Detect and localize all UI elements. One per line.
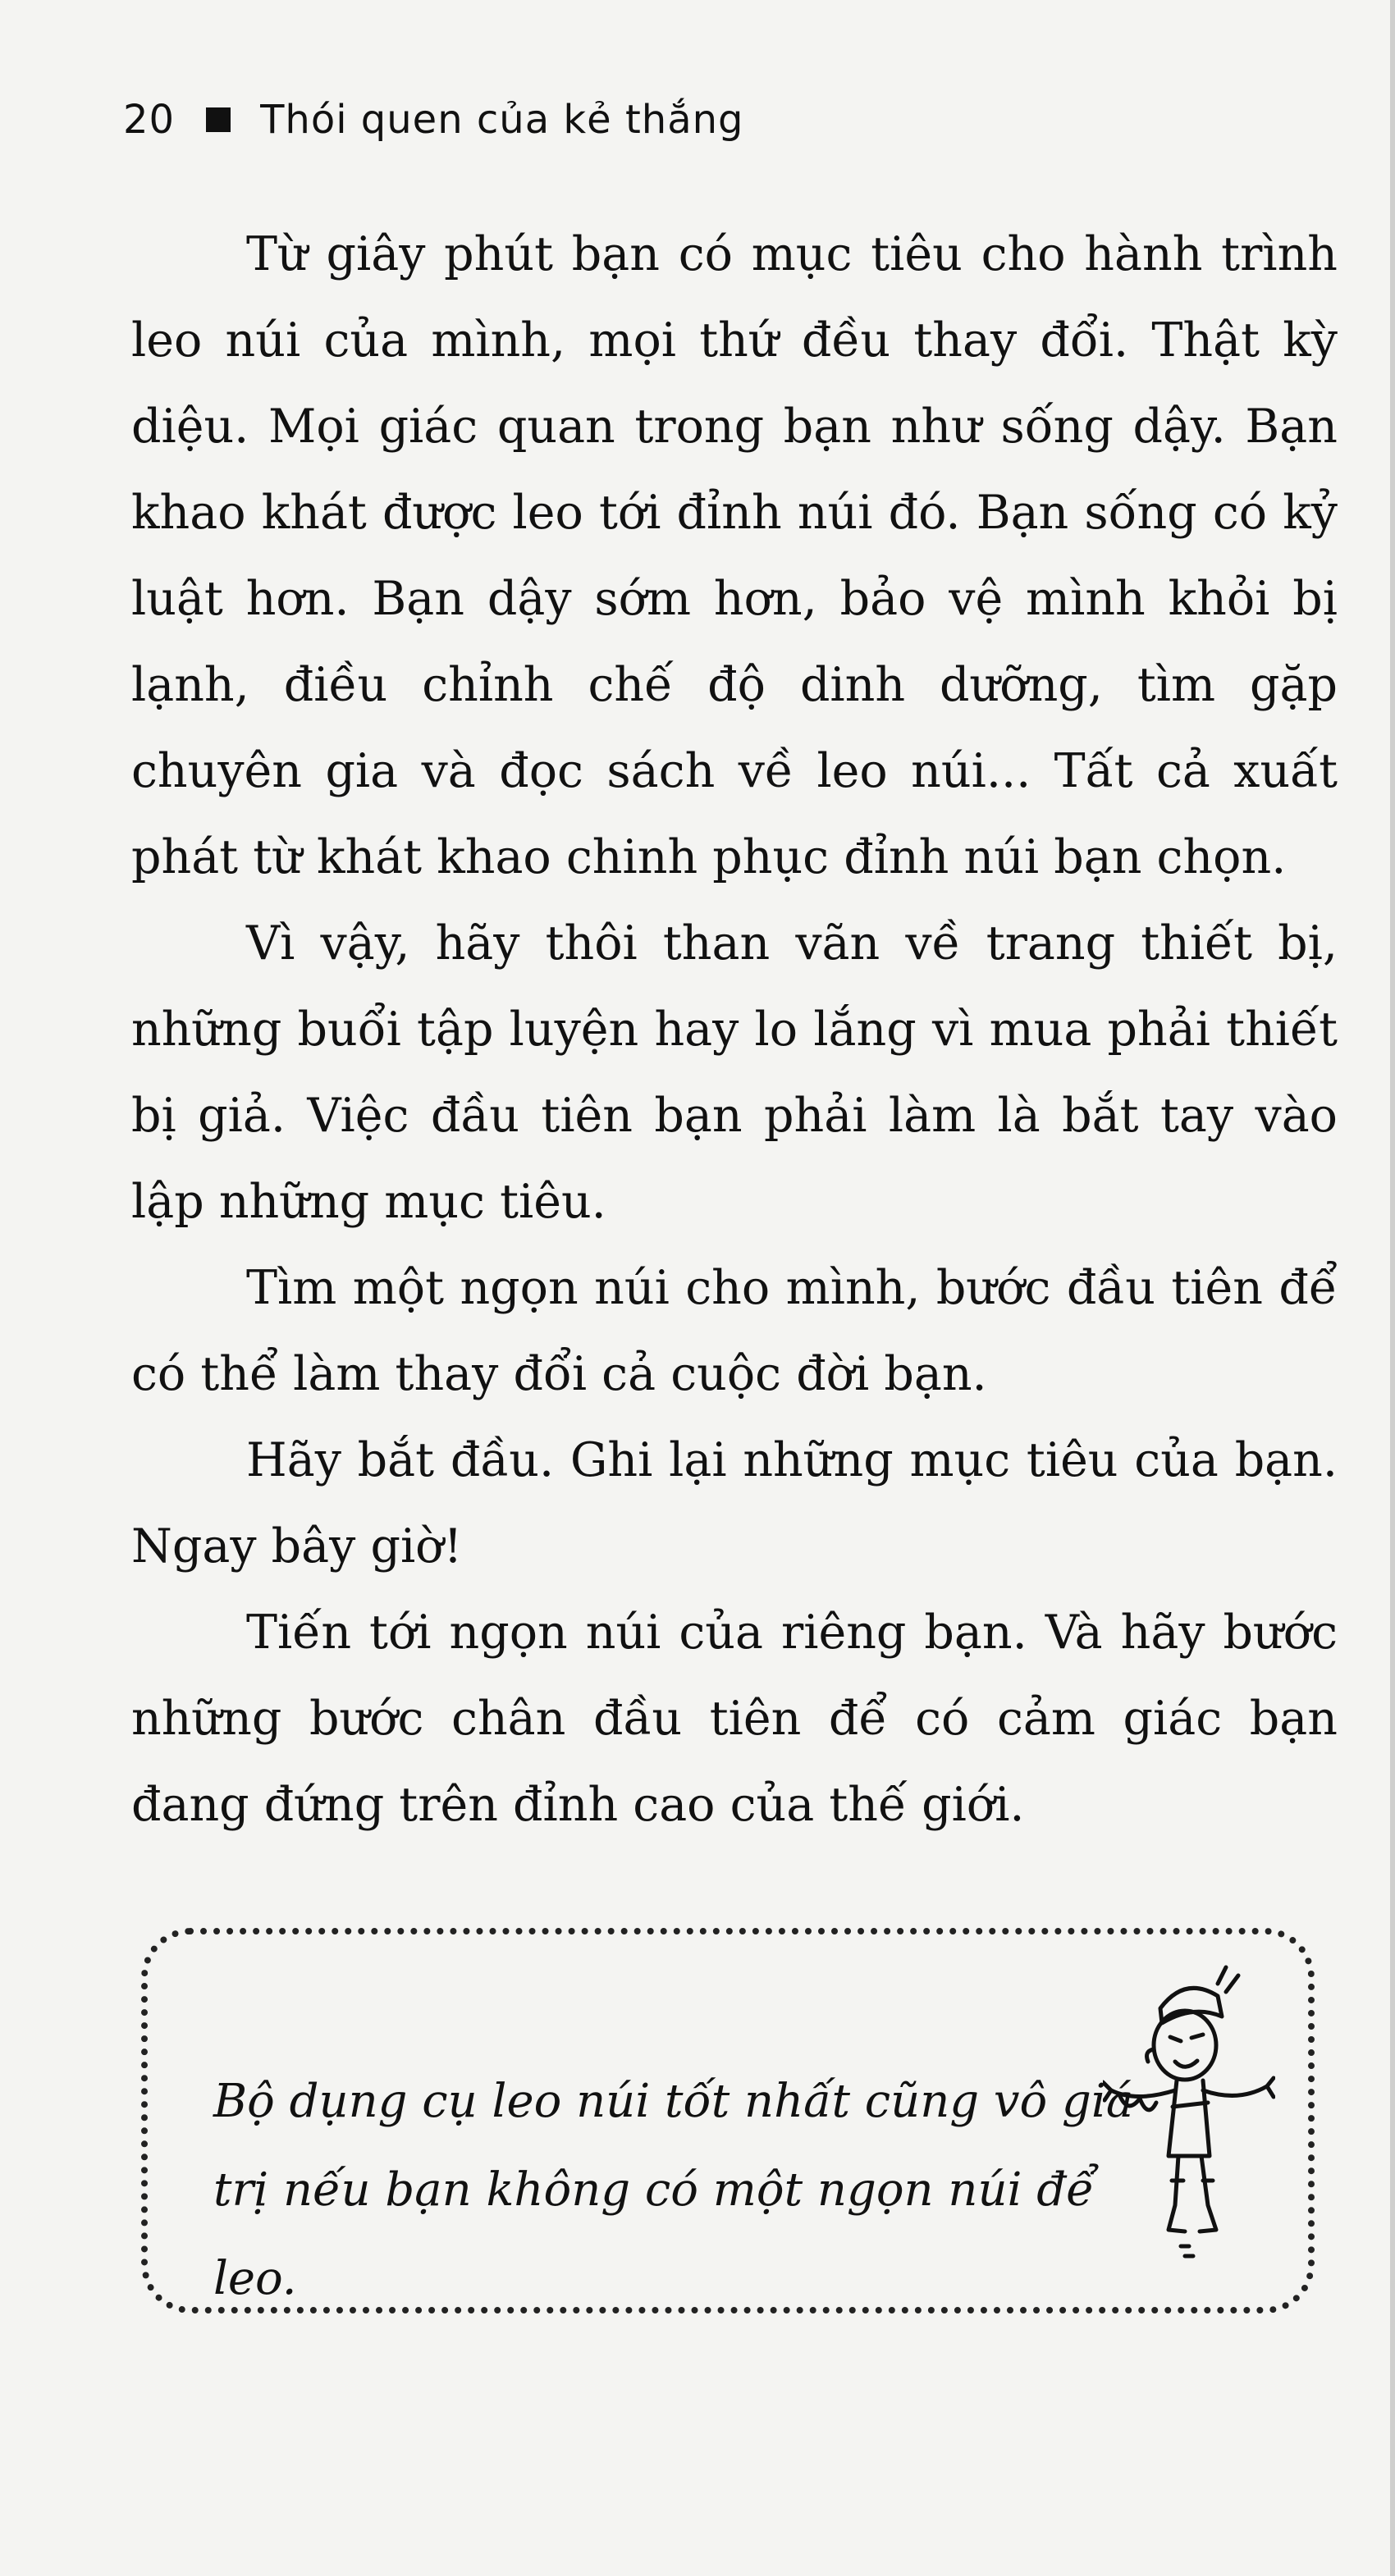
page-edge <box>1390 0 1395 2576</box>
paragraph: Tìm một ngọn núi cho mình, bước đầu tiên để có thể làm thay đổi cả cuộc đời bạn. <box>131 1261 1338 1401</box>
paragraph: Hãy bắt đầu. Ghi lại những mục tiêu của bạn. Ngay bây giờ! <box>131 1433 1338 1573</box>
paragraph: Tiến tới ngọn núi của riêng bạn. Và hãy bước những bước chân đầu tiên để có cảm giác bạn đang đứng trên đỉnh cao của thế giới. <box>131 1605 1338 1832</box>
body-text <box>131 212 1338 1848</box>
page-header <box>123 97 744 143</box>
square-bullet-icon <box>206 107 231 132</box>
mountain-climber-icon <box>1103 1959 1275 2271</box>
paragraph: Vì vậy, hãy thôi than vãn về trang thiết bị, những buổi tập luyện hay lo lắng vì mua phải thiết bị giả. Việc đầu tiên bạn phải làm là bắt tay vào lập những mục tiêu. <box>131 916 1338 1229</box>
paragraph: Từ giây phút bạn có mục tiêu cho hành trình leo núi của mình, mọi thứ đều thay đổi. Thật kỳ diệu. Mọi giác quan trong bạn như sống dậy. Bạn khao khát được leo tới đỉnh núi đó. Bạn sống có kỷ luật hơn. Bạn dậy sớm hơn, bảo vệ mình khỏi bị lạnh, điều chỉnh chế độ dinh dưỡng, tìm gặp chuyên gia và đọc sách về leo núi... Tất cả xuất phát từ khát khao chinh phục đỉnh núi bạn chọn. <box>131 227 1338 884</box>
page-number: 20 <box>123 97 176 143</box>
quote-text: Bộ dụng cụ leo núi tốt nhất cũng vô giá trị nếu bạn không có một ngọn núi để leo. <box>213 2075 1134 2305</box>
book-title: Thói quen của kẻ thắng <box>260 97 744 143</box>
quote-box <box>141 1928 1315 2313</box>
